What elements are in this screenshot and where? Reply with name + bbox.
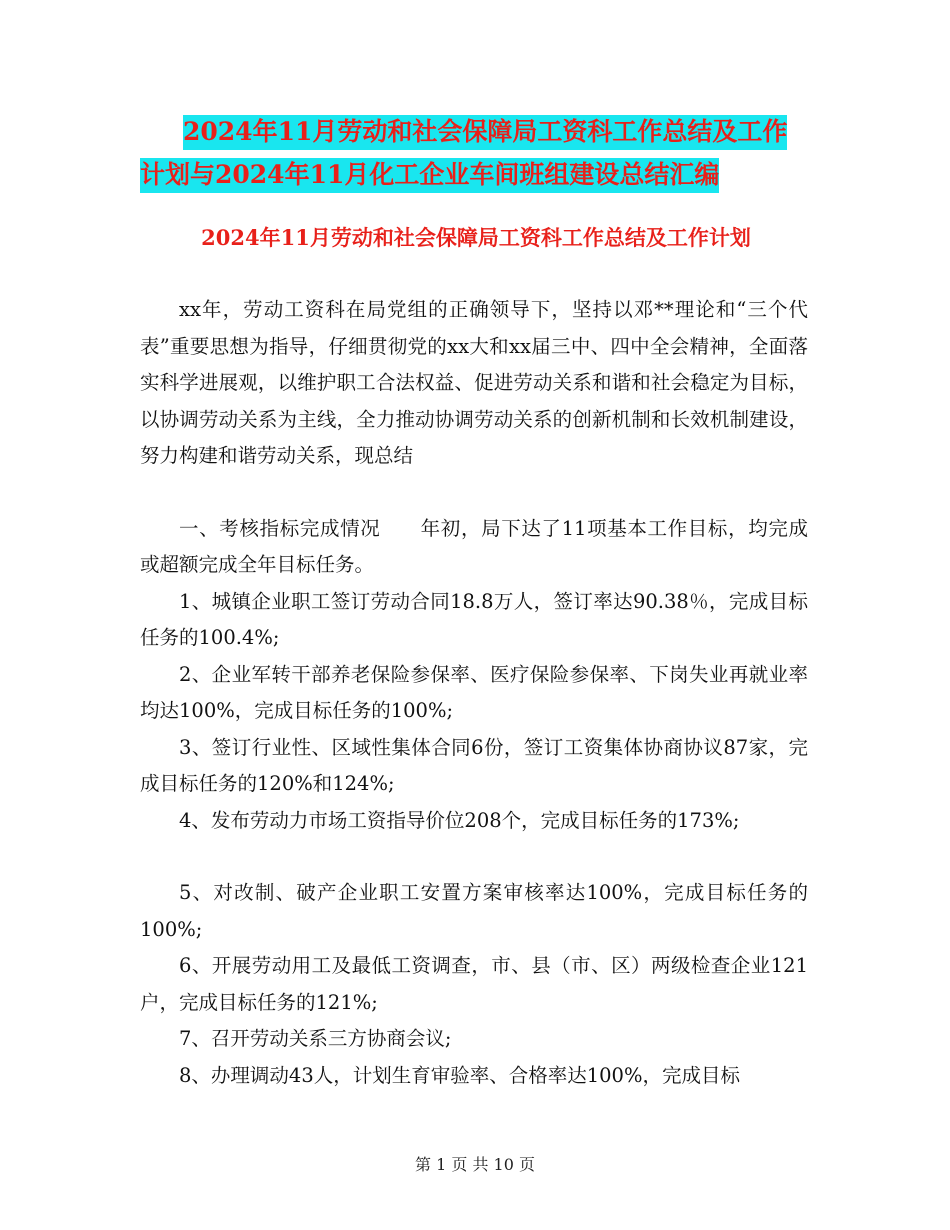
main-title-line-1: 2024年11月劳动和社会保障局工资科工作总结及工作 bbox=[183, 115, 787, 150]
list-item: 5、对改制、破产企业职工安置方案审核率达100%，完成目标任务的100%; bbox=[140, 881, 808, 941]
list-item: 8、办理调动43人，计划生育审验率、合格率达100%，完成目标 bbox=[179, 1063, 740, 1087]
paragraph-intro: xx年，劳动工资科在局党组的正确领导下，坚持以邓**理论和“三个代表”重要思想为指导，仔细贯彻党的xx大和xx届三中、四中全会精神，全面落实科学进展观，以维护职工合法权益、促进劳动关系和谐和社会稳定为目标，以协调劳动关系为主线，全力推动协调劳动关系的创新机制和长效机制建设，努力构建和谐劳动关系，现总结 bbox=[140, 298, 808, 467]
list-item: 2、企业军转干部养老保险参保率、医疗保险参保率、下岗失业再就业率均达100%，完成目标任务的100%; bbox=[140, 662, 808, 722]
paragraph-assessment: 一、考核指标完成情况 年初，局下达了11项基本工作目标，均完成或超额完成全年目标任务。 bbox=[140, 516, 808, 576]
list-item: 1、城镇企业职工签订劳动合同18.8万人，签订率达90.38％，完成目标任务的100.4%; bbox=[140, 589, 808, 649]
list-item: 4、发布劳动力市场工资指导价位208个，完成目标任务的173%; bbox=[179, 808, 740, 832]
list-item: 7、召开劳动关系三方协商会议; bbox=[179, 1027, 452, 1050]
list-item: 3、签订行业性、区域性集体合同6份，签订工资集体协商协议87家，完成目标任务的120%和124%; bbox=[140, 735, 808, 795]
document-main-title bbox=[140, 110, 820, 196]
list-item: 6、开展劳动用工及最低工资调查，市、县（市、区）两级检查企业121户，完成目标任务的121%; bbox=[140, 954, 808, 1014]
section-title: 2024年11月劳动和社会保障局工资科工作总结及工作计划 bbox=[201, 225, 751, 250]
document-body bbox=[140, 292, 808, 1094]
page-number-footer: 第 1 页 共 10 页 bbox=[415, 1155, 535, 1174]
main-title-line-2: 计划与2024年11月化工企业车间班组建设总结汇编 bbox=[140, 158, 719, 193]
